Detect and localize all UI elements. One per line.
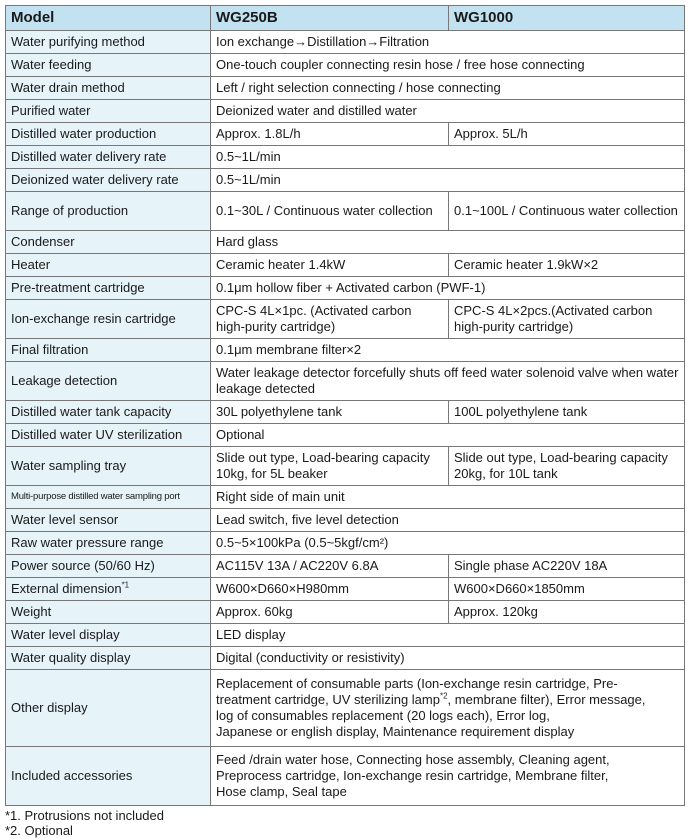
- row-label: [6, 424, 211, 447]
- row-value-wg250b: Ceramic heater 1.4kW: [211, 254, 449, 277]
- table-row: [6, 509, 685, 532]
- table-row: [6, 578, 685, 601]
- row-label: [6, 601, 211, 624]
- row-label: [6, 300, 211, 339]
- table-row: [6, 254, 685, 277]
- row-value-wg250b: Approx. 60kg: [211, 601, 449, 624]
- row-value-wg1000: 100L polyethylene tank: [449, 401, 685, 424]
- footnotes: [5, 808, 684, 838]
- row-label-text: Distilled water tank capacity: [11, 404, 172, 419]
- header-model-label: Model: [6, 6, 211, 31]
- row-value-wg1000: Approx. 5L/h: [449, 123, 685, 146]
- row-label: [6, 578, 211, 601]
- row-label: [6, 31, 211, 54]
- table-row: [6, 532, 685, 555]
- row-label: [6, 146, 211, 169]
- footnote-1: *1. Protrusions not included: [5, 808, 164, 823]
- value-line: Japanese or english display, Maintenance requirement display: [216, 724, 575, 739]
- table-row: [6, 362, 685, 401]
- table-row: [6, 300, 685, 339]
- spec-sheet: [5, 5, 684, 838]
- row-label-text: External dimension: [11, 581, 122, 596]
- table-row: [6, 747, 685, 806]
- header-model-wg250b: WG250B: [211, 6, 449, 31]
- row-value-wg250b: Slide out type, Load-bearing capacity 10kg, for 5L beaker: [211, 447, 449, 486]
- row-value-wg250b: W600×D660×H980mm: [211, 578, 449, 601]
- row-value-both: Optional: [211, 424, 685, 447]
- row-value-both: One-touch coupler connecting resin hose / free hose connecting: [211, 54, 685, 77]
- row-label-text: Water feeding: [11, 57, 92, 72]
- row-label: [6, 509, 211, 532]
- row-label: [6, 231, 211, 254]
- row-label-text: Range of production: [11, 203, 129, 218]
- row-label-text: Distilled water delivery rate: [11, 149, 167, 164]
- table-row: [6, 447, 685, 486]
- row-label: [6, 100, 211, 123]
- row-label-text: Water sampling tray: [11, 458, 127, 473]
- row-value-wg250b: CPC-S 4L×1pc. (Activated carbon high-purity cartridge): [211, 300, 449, 339]
- row-value-both: Deionized water and distilled water: [211, 100, 685, 123]
- row-value-wg250b: 0.1~30L / Continuous water collection: [211, 192, 449, 231]
- row-label-text: Power source (50/60 Hz): [11, 558, 155, 573]
- table-row: [6, 486, 685, 509]
- row-label: [6, 532, 211, 555]
- footnote-ref: *1: [121, 580, 130, 590]
- table-row: [6, 169, 685, 192]
- row-label-text: Water level sensor: [11, 512, 119, 527]
- row-value-wg1000: Single phase AC220V 18A: [449, 555, 685, 578]
- table-row: [6, 624, 685, 647]
- row-label: [6, 624, 211, 647]
- row-label-text: Weight: [11, 604, 52, 619]
- row-label: [6, 192, 211, 231]
- table-row: [6, 146, 685, 169]
- row-value-both: [211, 670, 685, 747]
- row-label: [6, 362, 211, 401]
- header-model-wg1000: WG1000: [449, 6, 685, 31]
- row-label-text: Pre-treatment cartridge: [11, 280, 145, 295]
- row-label: [6, 486, 211, 509]
- row-value-wg250b: Approx. 1.8L/h: [211, 123, 449, 146]
- row-label: [6, 555, 211, 578]
- value-line: treatment cartridge, UV sterilizing lamp: [216, 692, 440, 707]
- row-value-both: 0.1μm membrane filter×2: [211, 339, 685, 362]
- value-line: Replacement of consumable parts (Ion-exchange resin cartridge, Pre-: [216, 676, 618, 691]
- table-row: [6, 231, 685, 254]
- row-value-both: Lead switch, five level detection: [211, 509, 685, 532]
- value-line: , membrane filter), Error message,: [447, 692, 646, 707]
- row-value-both: 0.5~1L/min: [211, 146, 685, 169]
- table-row: [6, 339, 685, 362]
- table-row: [6, 192, 685, 231]
- row-value-both: Digital (conductivity or resistivity): [211, 647, 685, 670]
- row-label: [6, 747, 211, 806]
- footnote-ref: *2: [439, 691, 448, 701]
- row-value-both: 0.5~1L/min: [211, 169, 685, 192]
- table-row: [6, 277, 685, 300]
- row-value-wg1000: CPC-S 4L×2pcs.(Activated carbon high-purity cartridge): [449, 300, 685, 339]
- row-label-text: Distilled water production: [11, 126, 157, 141]
- row-label: [6, 254, 211, 277]
- table-row: [6, 31, 685, 54]
- row-value-both: Water leakage detector forcefully shuts off feed water solenoid valve when water leakage detected: [211, 362, 685, 401]
- row-label-text: Deionized water delivery rate: [11, 172, 179, 187]
- table-row: [6, 670, 685, 747]
- row-value-both: 0.1μm hollow fiber + Activated carbon (PWF-1): [211, 277, 685, 300]
- table-row: [6, 54, 685, 77]
- value-line: log of consumables replacement (20 logs each), Error log,: [216, 708, 550, 723]
- row-label: [6, 401, 211, 424]
- row-label-text: Water drain method: [11, 80, 125, 95]
- row-label: [6, 54, 211, 77]
- table-row: [6, 647, 685, 670]
- spec-table: [5, 5, 685, 806]
- row-value-both: 0.5~5×100kPa (0.5~5kgf/cm²): [211, 532, 685, 555]
- row-label-text: Raw water pressure range: [11, 535, 164, 550]
- value-line: Preprocess cartridge, Ion-exchange resin cartridge, Membrane filter,: [216, 768, 609, 783]
- row-label-text: Heater: [11, 257, 51, 272]
- row-value-both: Right side of main unit: [211, 486, 685, 509]
- row-value-both: Hard glass: [211, 231, 685, 254]
- row-value-both: LED display: [211, 624, 685, 647]
- row-value-wg1000: Slide out type, Load-bearing capacity 20kg, for 10L tank: [449, 447, 685, 486]
- value-line: Hose clamp, Seal tape: [216, 784, 347, 799]
- row-label: [6, 447, 211, 486]
- row-label-text: Ion-exchange resin cartridge: [11, 311, 176, 326]
- row-value-wg1000: W600×D660×1850mm: [449, 578, 685, 601]
- row-label-text: Distilled water UV sterilization: [11, 427, 183, 442]
- row-value-wg1000: Ceramic heater 1.9kW×2: [449, 254, 685, 277]
- row-label: [6, 77, 211, 100]
- table-row: [6, 100, 685, 123]
- header-row: [6, 6, 685, 31]
- table-row: [6, 555, 685, 578]
- table-row: [6, 123, 685, 146]
- row-label-text: Water level display: [11, 627, 120, 642]
- row-label: [6, 647, 211, 670]
- row-label-text: Final filtration: [11, 342, 89, 357]
- row-value-wg250b: AC115V 13A / AC220V 6.8A: [211, 555, 449, 578]
- table-row: [6, 77, 685, 100]
- row-label: [6, 123, 211, 146]
- value-line: Feed /drain water hose, Connecting hose assembly, Cleaning agent,: [216, 752, 610, 767]
- row-label-text: Water quality display: [11, 650, 131, 665]
- row-label-text: Multi-purpose distilled water sampling port: [11, 491, 180, 502]
- table-row: [6, 424, 685, 447]
- row-label-text: Included accessories: [11, 768, 133, 783]
- row-label-text: Leakage detection: [11, 373, 118, 388]
- row-value-both: [211, 747, 685, 806]
- row-value-both: Ion exchange→Distillation→Filtration: [211, 31, 685, 54]
- table-row: [6, 601, 685, 624]
- row-label: [6, 339, 211, 362]
- row-label-text: Water purifying method: [11, 34, 145, 49]
- row-value-both: Left / right selection connecting / hose connecting: [211, 77, 685, 100]
- table-row: [6, 401, 685, 424]
- row-label-text: Other display: [11, 700, 88, 715]
- row-label: [6, 169, 211, 192]
- row-label: [6, 670, 211, 747]
- footnote-2: *2. Optional: [5, 823, 73, 838]
- row-value-wg1000: Approx. 120kg: [449, 601, 685, 624]
- row-value-wg1000: 0.1~100L / Continuous water collection: [449, 192, 685, 231]
- row-label-text: Condenser: [11, 234, 75, 249]
- row-label: [6, 277, 211, 300]
- row-value-wg250b: 30L polyethylene tank: [211, 401, 449, 424]
- row-label-text: Purified water: [11, 103, 91, 118]
